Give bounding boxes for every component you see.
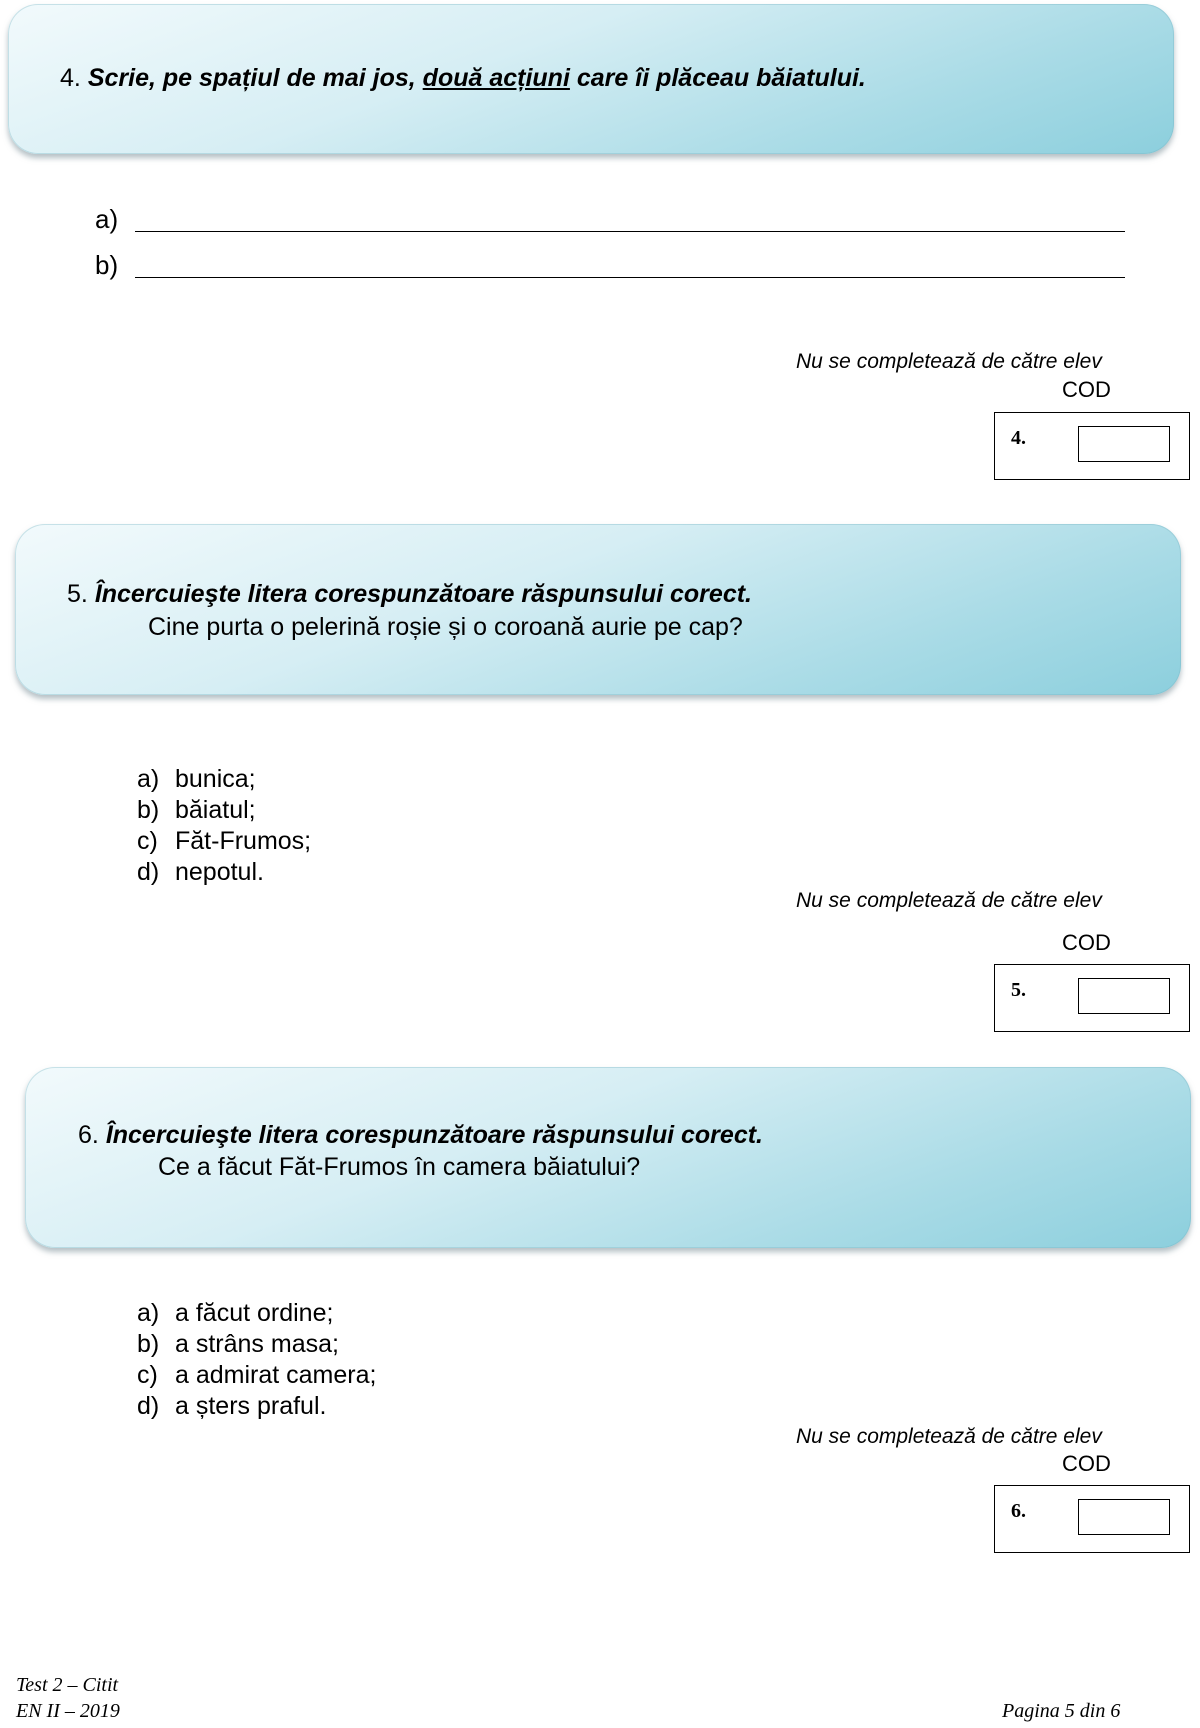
question-6-text bbox=[78, 1119, 763, 1151]
q5-option-a-letter: a) bbox=[137, 765, 160, 793]
q6-option-a-letter: a) bbox=[137, 1299, 160, 1327]
question-4-text bbox=[60, 62, 866, 94]
question-4-instruction-post: care îi plăceau băiatului. bbox=[576, 64, 866, 92]
question-5-banner bbox=[15, 524, 1181, 695]
footer-exam-name: EN II – 2019 bbox=[16, 1700, 120, 1722]
q5-option-a[interactable] bbox=[137, 764, 311, 795]
answer-line-b-label: b) bbox=[95, 250, 119, 280]
question-6-question: Ce a făcut Făt-Frumos în camera băiatului? bbox=[158, 1153, 641, 1181]
q4-cod-item: 4. bbox=[1011, 427, 1026, 449]
q5-option-b-letter: b) bbox=[137, 796, 160, 824]
q6-teacher-note: Nu se completează de către elev bbox=[796, 1425, 1102, 1448]
question-6-number: 6. bbox=[78, 1121, 99, 1149]
question-4-banner bbox=[8, 4, 1174, 154]
q5-option-b-text: băiatul; bbox=[175, 796, 256, 824]
q6-option-d-text: a șters praful. bbox=[175, 1392, 327, 1420]
q6-option-b-text: a strâns masa; bbox=[175, 1330, 339, 1358]
question-4-instruction-pre: Scrie, pe spațiul de mai jos, bbox=[87, 64, 416, 92]
footer-test-name: Test 2 – Citit bbox=[16, 1674, 119, 1696]
q5-cod-box bbox=[994, 964, 1190, 1032]
q6-option-b-letter: b) bbox=[137, 1330, 160, 1358]
q5-option-d[interactable] bbox=[137, 857, 311, 888]
footer-page-number: Pagina 5 din 6 bbox=[1002, 1700, 1121, 1722]
answer-line-b[interactable] bbox=[95, 250, 118, 281]
q6-cod-box bbox=[994, 1485, 1190, 1553]
question-5-question: Cine purta o pelerină roșie și o coroană aurie pe cap? bbox=[148, 613, 743, 641]
q6-option-c[interactable] bbox=[137, 1360, 376, 1391]
answer-line-a[interactable] bbox=[95, 204, 118, 235]
q6-option-c-text: a admirat camera; bbox=[175, 1361, 377, 1389]
q5-score-box[interactable] bbox=[1078, 978, 1170, 1014]
q6-option-c-letter: c) bbox=[137, 1361, 158, 1389]
question-6-instruction: Încercuieşte litera corespunzătoare răspunsului corect. bbox=[105, 1121, 763, 1149]
question-5-text bbox=[67, 578, 752, 610]
q6-score-box[interactable] bbox=[1078, 1499, 1170, 1535]
q6-cod-item: 6. bbox=[1011, 1500, 1026, 1522]
q5-cod-item: 5. bbox=[1011, 979, 1026, 1001]
q6-option-d-letter: d) bbox=[137, 1392, 160, 1420]
q4-teacher-note: Nu se completează de către elev bbox=[796, 350, 1102, 373]
question-4-instruction-underlined: două acțiuni bbox=[422, 64, 570, 92]
q4-cod-label: COD bbox=[1062, 377, 1111, 402]
answer-line-a-label: a) bbox=[95, 204, 119, 234]
q5-teacher-note: Nu se completează de către elev bbox=[796, 889, 1102, 912]
q5-option-d-text: nepotul. bbox=[175, 858, 264, 886]
q5-option-c-letter: c) bbox=[137, 827, 158, 855]
q5-option-b[interactable] bbox=[137, 795, 311, 826]
question-4-number: 4. bbox=[60, 64, 81, 92]
question-6-banner bbox=[25, 1067, 1191, 1248]
q5-option-c-text: Făt-Frumos; bbox=[175, 827, 312, 855]
q5-option-c[interactable] bbox=[137, 826, 311, 857]
q6-option-d[interactable] bbox=[137, 1391, 376, 1422]
answer-line-b-blank[interactable] bbox=[135, 277, 1125, 278]
question-6-options bbox=[137, 1298, 376, 1422]
question-5-instruction: Încercuieşte litera corespunzătoare răspunsului corect. bbox=[94, 580, 752, 608]
q4-cod-box bbox=[994, 412, 1190, 480]
q6-option-a-text: a făcut ordine; bbox=[175, 1299, 334, 1327]
q4-score-box[interactable] bbox=[1078, 426, 1170, 462]
q5-option-d-letter: d) bbox=[137, 858, 160, 886]
q6-option-b[interactable] bbox=[137, 1329, 376, 1360]
q6-option-a[interactable] bbox=[137, 1298, 376, 1329]
question-5-number: 5. bbox=[67, 580, 88, 608]
q5-cod-label: COD bbox=[1062, 930, 1111, 955]
q6-cod-label: COD bbox=[1062, 1451, 1111, 1476]
q5-option-a-text: bunica; bbox=[175, 765, 256, 793]
question-5-options bbox=[137, 764, 311, 888]
answer-line-a-blank[interactable] bbox=[135, 231, 1125, 232]
